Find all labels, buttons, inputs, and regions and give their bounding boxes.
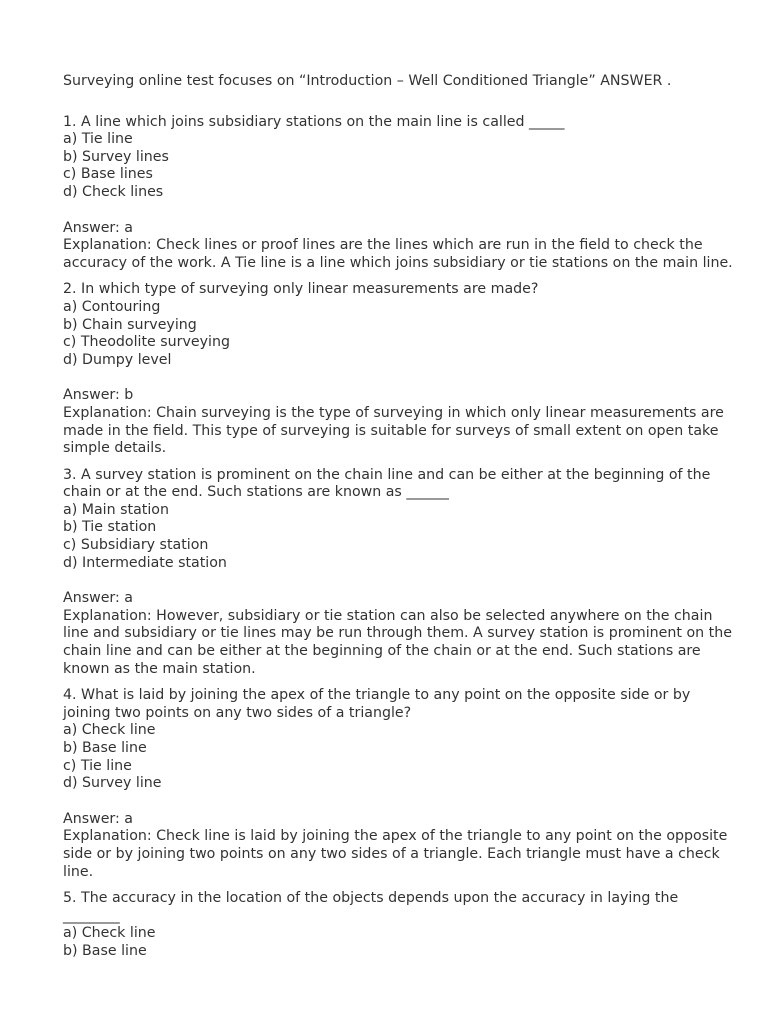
option-b: b) Chain surveying <box>63 316 197 333</box>
options-list <box>63 502 733 572</box>
option-d: d) Survey line <box>63 775 162 792</box>
option-b: b) Tie station <box>63 519 157 536</box>
option-a: a) Tie line <box>63 131 133 148</box>
question-text: 5. The accuracy in the location of the objects depends upon the accuracy in laying the ________ <box>63 890 679 924</box>
explanation-text: Explanation: Chain surveying is the type of surveying in which only linear measurements are made in the field. This type of surveying is suitable for surveys of small extent on open take simple details. <box>63 404 724 457</box>
question-text: 2. In which type of surveying only linear measurements are made? <box>63 281 539 298</box>
question-text: 4. What is laid by joining the apex of the triangle to any point on the opposite side or by joining two points on any two sides of a triangle? <box>63 687 691 721</box>
answer-block <box>63 220 733 273</box>
options-list <box>63 131 733 201</box>
option-a: a) Main station <box>63 501 169 518</box>
option-b: b) Survey lines <box>63 148 169 165</box>
option-c: c) Theodolite surveying <box>63 334 230 351</box>
question-5 <box>63 890 733 960</box>
question-4 <box>63 687 733 881</box>
option-c: c) Base lines <box>63 166 153 183</box>
answer-block <box>63 811 733 881</box>
option-a: a) Contouring <box>63 298 161 315</box>
question-text: 1. A line which joins subsidiary stations on the main line is called _____ <box>63 113 565 130</box>
answer-block <box>63 387 733 457</box>
option-c: c) Subsidiary station <box>63 537 209 554</box>
document-title: Surveying online test focuses on “Introduction – Well Conditioned Triangle” ANSWER . <box>63 73 672 89</box>
question-text: 3. A survey station is prominent on the chain line and can be either at the beginning of the chain or at the end. Such stations are known as ______ <box>63 466 711 501</box>
option-d: d) Dumpy level <box>63 351 172 368</box>
option-c: c) Tie line <box>63 757 132 774</box>
answer-text: Answer: a <box>63 590 133 607</box>
explanation-text: Explanation: Check line is laid by joining the apex of the triangle to any point on the opposite side or by joining two points on any two sides of a triangle. Each triangle must have a check line. <box>63 828 728 880</box>
option-b: b) Base line <box>63 942 147 959</box>
answer-block <box>63 590 733 678</box>
question-2 <box>63 281 733 457</box>
option-d: d) Intermediate station <box>63 554 227 571</box>
option-d: d) Check lines <box>63 183 164 200</box>
options-list <box>63 925 733 960</box>
options-list <box>63 299 733 369</box>
answer-text: Answer: a <box>63 219 133 236</box>
option-a: a) Check line <box>63 925 156 942</box>
question-3 <box>63 467 733 679</box>
explanation-text: Explanation: Check lines or proof lines are the lines which are run in the field to check the accuracy of the work. A Tie line is a line which joins subsidiary or tie stations on the main line. <box>63 237 733 271</box>
option-a: a) Check line <box>63 722 156 739</box>
answer-text: Answer: b <box>63 387 134 404</box>
explanation-text: Explanation: However, subsidiary or tie station can also be selected anywhere on the chain line and subsidiary or tie lines may be run through them. A survey station is prominent on the chain line and can be either at the beginning of the chain or at the end. Such stations are known as the main station. <box>63 607 732 677</box>
answer-text: Answer: a <box>63 810 133 827</box>
options-list <box>63 722 733 792</box>
document-page <box>63 73 733 961</box>
option-b: b) Base line <box>63 740 147 756</box>
question-1 <box>63 114 733 273</box>
